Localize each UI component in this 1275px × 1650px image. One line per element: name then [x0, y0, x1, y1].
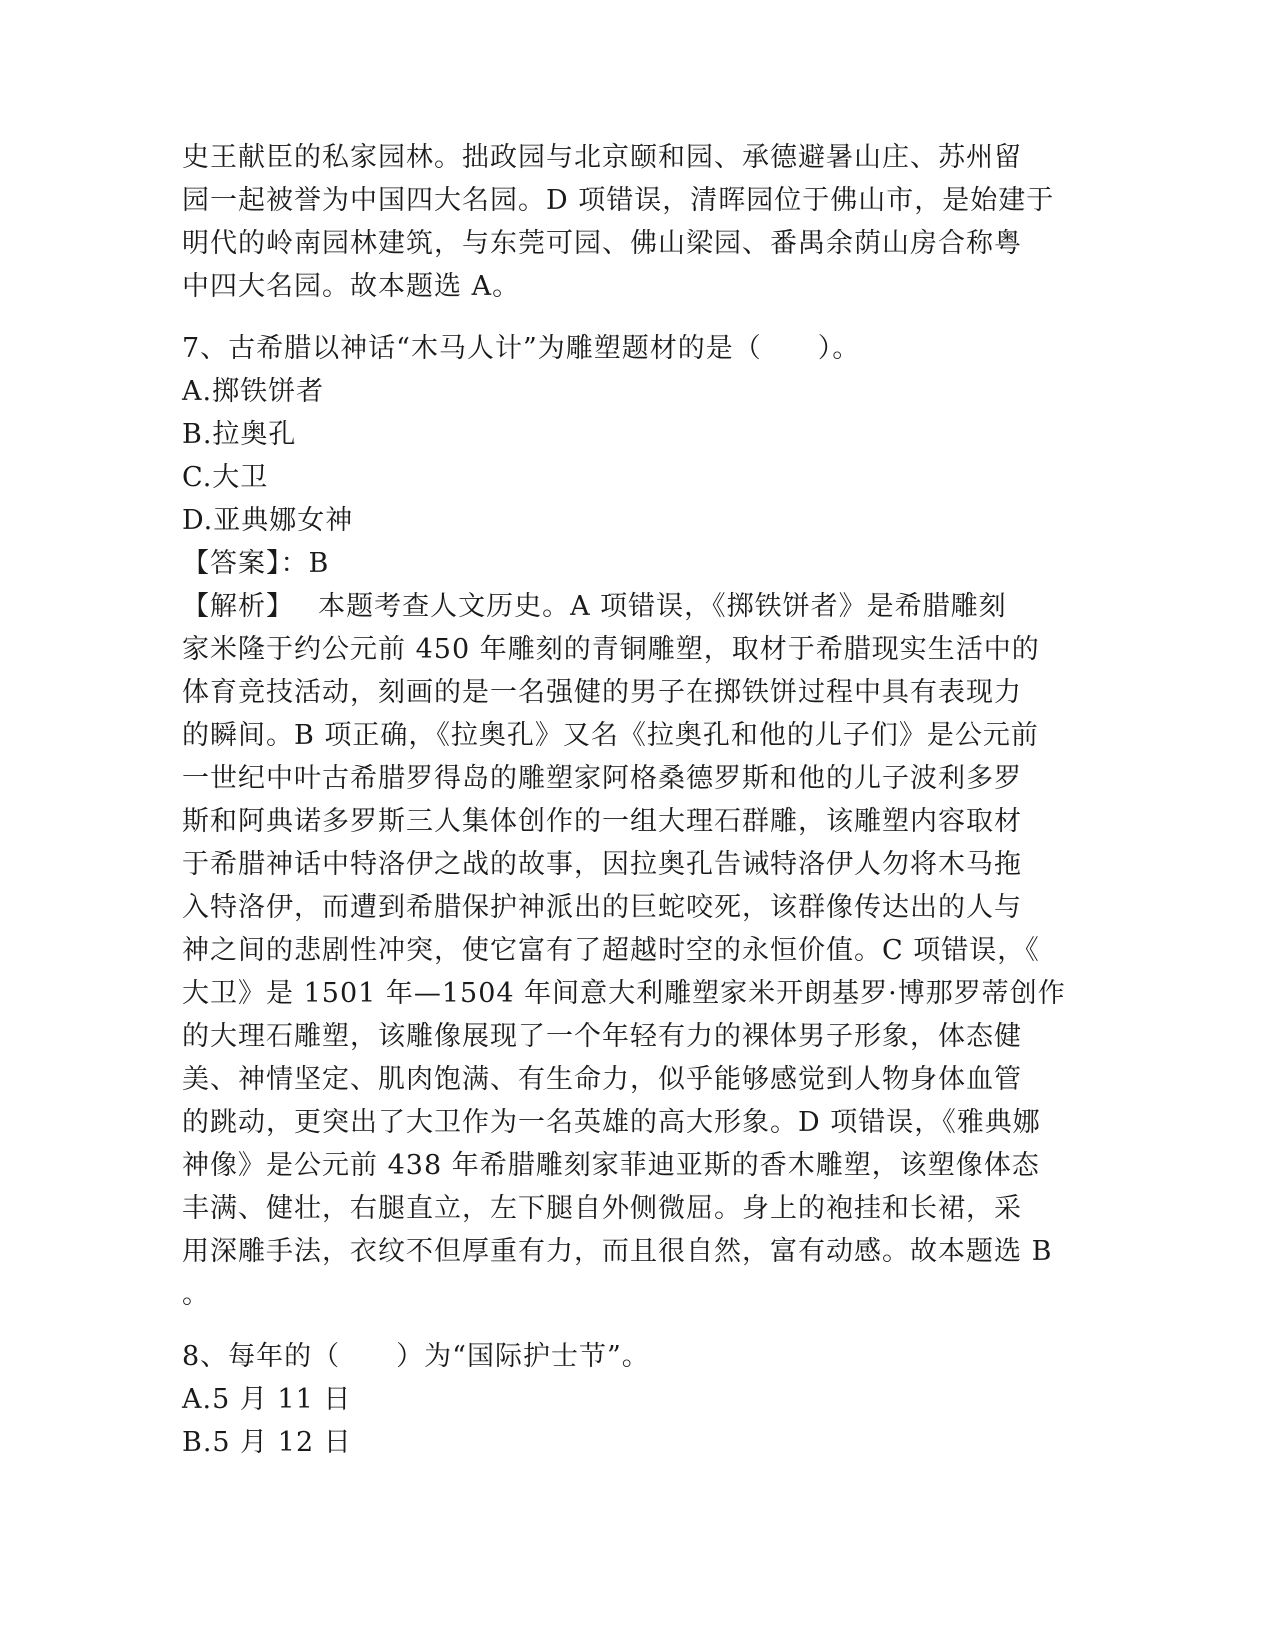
question-text: 8、每年的（ ）为“国际护士节”。: [182, 1341, 650, 1372]
text-line: 明代的岭南园林建筑，与东莞可园、佛山梁园、番禺余荫山房合称粤: [182, 228, 1022, 259]
answer: 【答案】：B: [182, 548, 330, 579]
text-line: 中四大名园。故本题选 A。: [182, 271, 521, 302]
option-a: A.掷铁饼者: [182, 376, 325, 407]
question-8: [182, 1335, 1082, 1464]
explanation-line: 用深雕手法，衣纹不但厚重有力，而且很自然，富有动感。故本题选 B: [182, 1236, 1053, 1267]
explanation: [182, 585, 1082, 1316]
explanation-line: 家米隆于约公元前 450 年雕刻的青铜雕塑，取材于希腊现实生活中的: [182, 634, 1040, 665]
explanation-line: 于希腊神话中特洛伊之战的故事，因拉奥孔告诫特洛伊人勿将木马拖: [182, 849, 1022, 880]
explanation-line: 的瞬间。B 项正确，《拉奥孔》又名《拉奥孔和他的儿子们》是公元前: [182, 720, 1039, 751]
text-line: 史王献臣的私家园林。拙政园与北京颐和园、承德避暑山庄、苏州留: [182, 142, 1022, 173]
explanation-line: 的大理石雕塑，该雕像展现了一个年轻有力的裸体男子形象，体态健: [182, 1021, 1022, 1052]
question-text: 7、古希腊以神话“木马人计”为雕塑题材的是（ ）。: [182, 333, 861, 364]
previous-explanation: [182, 136, 1082, 308]
explanation-line: 体育竞技活动，刻画的是一名强健的男子在掷铁饼过程中具有表现力: [182, 677, 1022, 708]
explanation-line: 。: [182, 1279, 210, 1310]
question-7: [182, 327, 1082, 1316]
explanation-line: 一世纪中叶古希腊罗得岛的雕塑家阿格桑德罗斯和他的儿子波利多罗: [182, 763, 1022, 794]
option-b: B.拉奥孔: [182, 419, 297, 450]
explanation-line: 丰满、健壮，右腿直立，左下腿自外侧微屈。身上的袍挂和长裙，采: [182, 1193, 1022, 1224]
option-b: B.5 月 12 日: [182, 1427, 352, 1458]
explanation-line: 美、神情坚定、肌肉饱满、有生命力，似乎能够感觉到人物身体血管: [182, 1064, 1022, 1095]
explanation-line: 神像》是公元前 438 年希腊雕刻家菲迪亚斯的香木雕塑，该塑像体态: [182, 1150, 1040, 1181]
explanation-line: 神之间的悲剧性冲突，使它富有了超越时空的永恒价值。C 项错误，《: [182, 935, 1040, 966]
option-a: A.5 月 11 日: [182, 1384, 352, 1415]
option-d: D.亚典娜女神: [182, 505, 354, 536]
text-line: 园一起被誉为中国四大名园。D 项错误，清晖园位于佛山市，是始建于: [182, 185, 1055, 216]
explanation-line: 的跳动，更突出了大卫作为一名英雄的高大形象。D 项错误，《雅典娜: [182, 1107, 1041, 1138]
explanation-line: 【解析】 本题考查人文历史。A 项错误，《掷铁饼者》是希腊雕刻: [182, 591, 1007, 622]
document-page: [182, 136, 1082, 1464]
explanation-line: 斯和阿典诺多罗斯三人集体创作的一组大理石群雕，该雕塑内容取材: [182, 806, 1022, 837]
option-c: C.大卫: [182, 462, 269, 493]
explanation-line: 入特洛伊，而遭到希腊保护神派出的巨蛇咬死，该群像传达出的人与: [182, 892, 1022, 923]
explanation-line: 大卫》是 1501 年—1504 年间意大利雕塑家米开朗基罗·博那罗蒂创作: [182, 978, 1066, 1009]
